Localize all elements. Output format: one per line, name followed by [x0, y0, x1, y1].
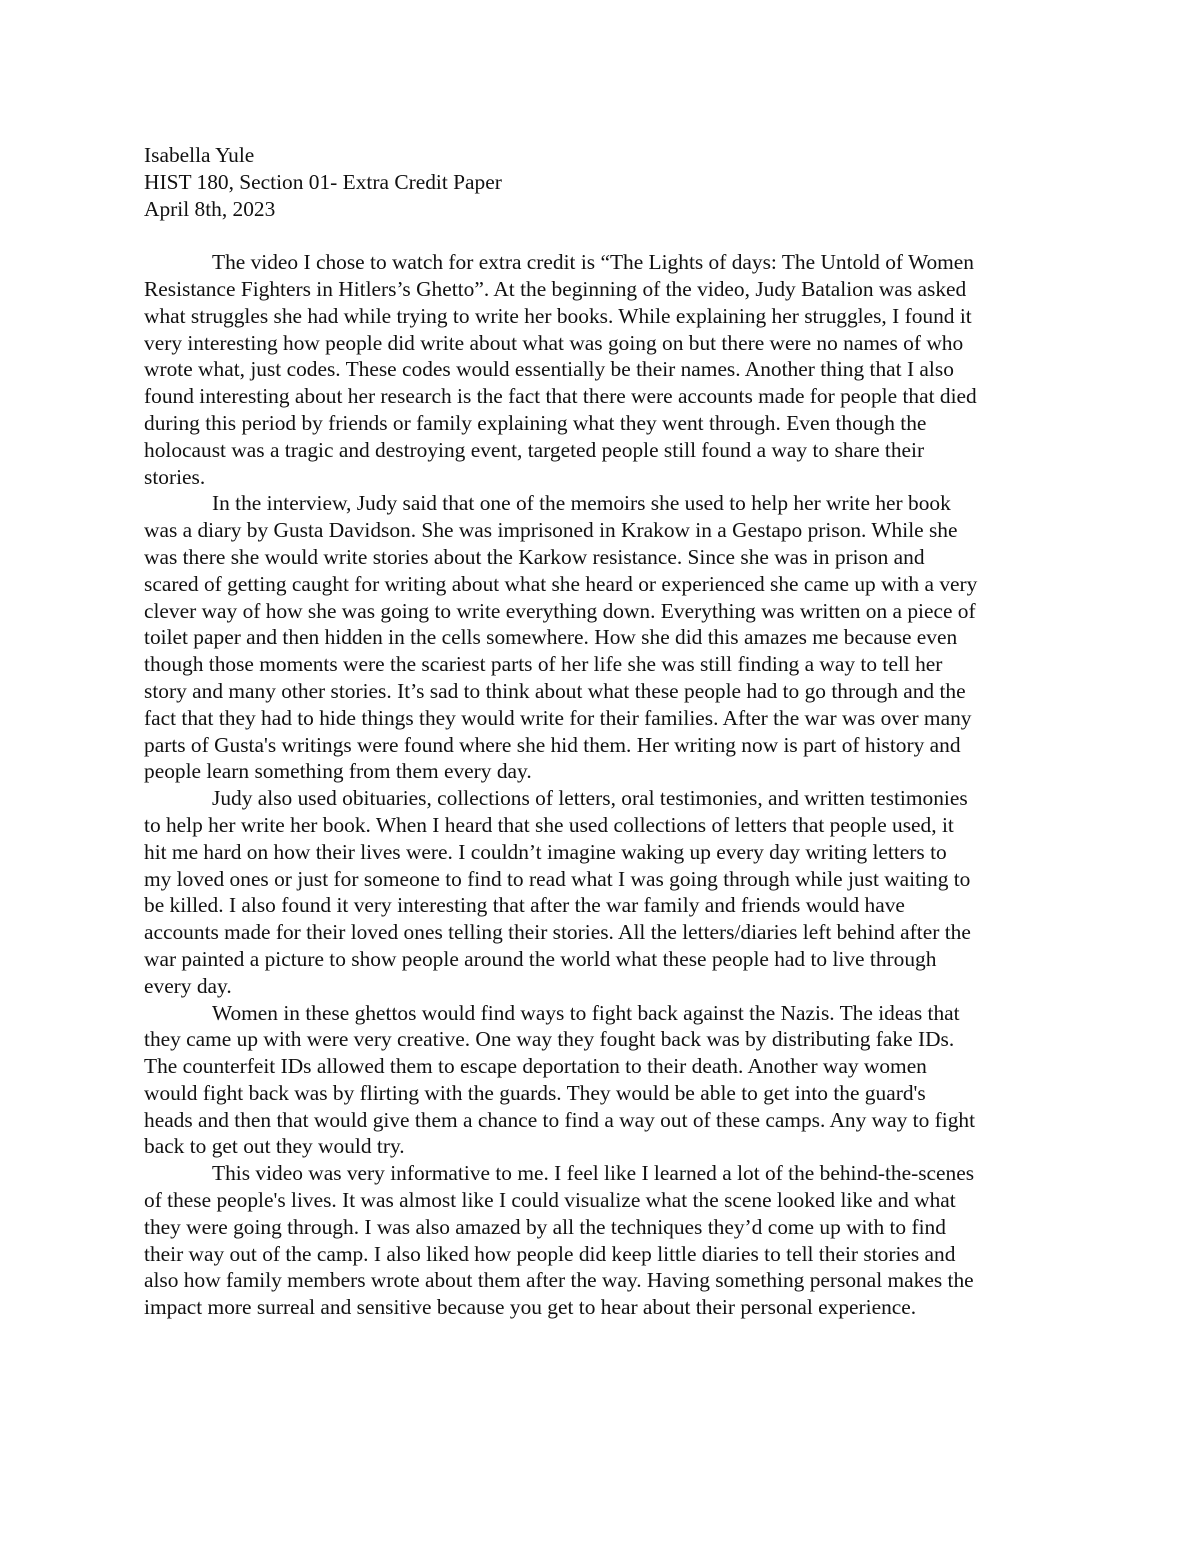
document-page [144, 142, 1064, 1321]
text-line: scared of getting caught for writing about what she heard or experienced she came up with a very [144, 571, 978, 596]
text-line: heads and then that would give them a chance to find a way out of these camps. Any way to fight [144, 1107, 976, 1132]
paragraph-1 [144, 249, 1064, 490]
text-line: Women in these ghettos would find ways to fight back against the Nazis. The ideas that [212, 1000, 960, 1025]
text-line: stories. [144, 464, 206, 489]
text-line: very interesting how people did write about what was going on but there were no names of who [144, 330, 964, 355]
text-line: though those moments were the scariest parts of her life she was still finding a way to tell her [144, 652, 943, 677]
text-line: was a diary by Gusta Davidson. She was imprisoned in Krakow in a Gestapo prison. While she [144, 518, 958, 543]
text-line: my loved ones or just for someone to find to read what I was going through while just waiting to [144, 866, 971, 891]
text-line: found interesting about her research is the fact that there were accounts made for people that died [144, 384, 977, 409]
text-line: people learn something from them every day. [144, 759, 532, 784]
text-line: be killed. I also found it very interesting that after the war family and friends would have [144, 893, 905, 918]
paragraph-3 [144, 785, 1064, 999]
body-text [144, 249, 1064, 1321]
text-line: to help her write her book. When I heard that she used collections of letters that people used, it [144, 812, 954, 837]
text-line: toilet paper and then hidden in the cells somewhere. How she did this amazes me because even [144, 625, 958, 650]
text-line: story and many other stories. It’s sad to think about what these people had to go through and the [144, 678, 966, 703]
text-line: during this period by friends or family explaining what they went through. Even though the [144, 410, 927, 435]
text-line: This video was very informative to me. I feel like I learned a lot of the behind-the-scenes [212, 1161, 975, 1186]
text-line: wrote what, just codes. These codes would essentially be their names. Another thing that I also [144, 357, 954, 382]
text-line: parts of Gusta's writings were found where she hid them. Her writing now is part of history and [144, 732, 961, 757]
text-line: they were going through. I was also amazed by all the techniques they’d come up with to find [144, 1214, 946, 1239]
text-line: what struggles she had while trying to write her books. While explaining her struggles, I found it [144, 303, 972, 328]
text-line: holocaust was a tragic and destroying event, targeted people still found a way to share their [144, 437, 925, 462]
date-line: April 8th, 2023 [144, 196, 276, 221]
text-line: impact more surreal and sensitive because you get to hear about their personal experience. [144, 1295, 917, 1320]
blank-line [144, 222, 1064, 249]
text-line: In the interview, Judy said that one of the memoirs she used to help her write her book [212, 491, 951, 516]
author-name: Isabella Yule [144, 143, 255, 167]
text-line: The video I chose to watch for extra credit is “The Lights of days: The Untold of Women [212, 250, 974, 275]
text-line: Resistance Fighters in Hitlers’s Ghetto”. At the beginning of the video, Judy Batalion was asked [144, 276, 967, 301]
text-line: back to get out they would try. [144, 1134, 405, 1159]
text-line: would fight back was by flirting with the guards. They would be able to get into the guard's [144, 1080, 926, 1105]
text-line: accounts made for their loved ones telling their stories. All the letters/diaries left behind after the [144, 920, 971, 945]
text-line: every day. [144, 973, 232, 998]
paragraph-2 [144, 490, 1064, 785]
text-line: of these people's lives. It was almost like I could visualize what the scene looked like and what [144, 1188, 956, 1213]
text-line: war painted a picture to show people around the world what these people had to live through [144, 946, 937, 971]
paragraph-5 [144, 1160, 1064, 1321]
text-line: clever way of how she was going to write everything down. Everything was written on a piece of [144, 598, 976, 623]
text-line: The counterfeit IDs allowed them to escape deportation to their death. Another way women [144, 1054, 927, 1079]
text-line: fact that they had to hide things they would write for their families. After the war was over many [144, 705, 972, 730]
paragraph-4 [144, 1000, 1064, 1161]
course-line: HIST 180, Section 01- Extra Credit Paper [144, 169, 502, 194]
text-line: their way out of the camp. I also liked how people did keep little diaries to tell their stories and [144, 1241, 956, 1266]
text-line: also how family members wrote about them after the way. Having something personal makes the [144, 1268, 974, 1293]
text-line: hit me hard on how their lives were. I couldn’t imagine waking up every day writing letters to [144, 839, 947, 864]
text-line: was there she would write stories about the Karkow resistance. Since she was in prison and [144, 544, 925, 569]
text-line: Judy also used obituaries, collections of letters, oral testimonies, and written testimonies [212, 786, 968, 811]
text-line: they came up with were very creative. One way they fought back was by distributing fake IDs. [144, 1027, 955, 1052]
